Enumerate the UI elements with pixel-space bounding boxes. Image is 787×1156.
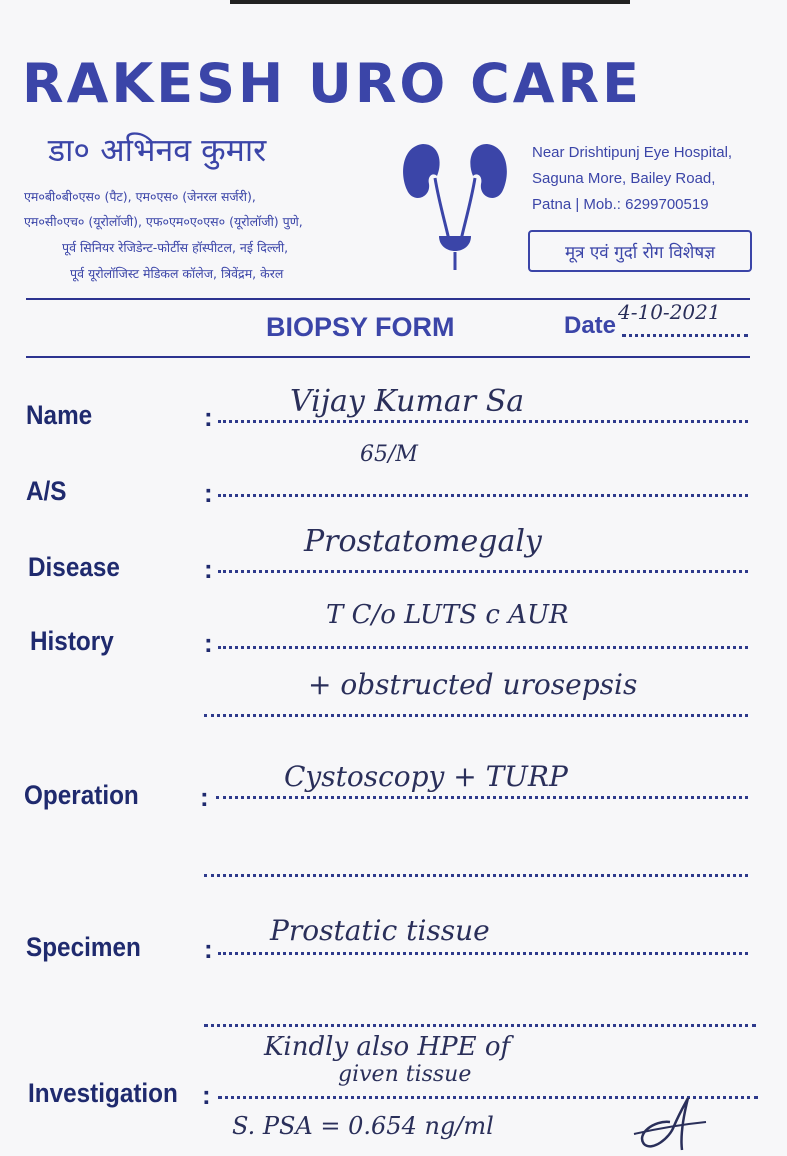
history-label: History [30,626,114,656]
speciality-badge: मूत्र एवं गुर्दा रोग विशेषज्ञ [528,230,752,272]
specimen-label: Specimen [26,932,141,962]
colon: : [204,628,213,658]
operation-line-2 [204,874,748,877]
date-line [622,334,748,337]
qualification-line: एम०बी०बी०एस० (पैट), एम०एस० (जेनरल सर्जरी), [24,189,256,204]
date-label: Date [564,312,617,339]
name-line [218,420,748,423]
operation-line [216,796,748,799]
date-value: 4-10-2021 [618,300,721,324]
address-line: Patna | Mob.: 6299700519 [532,196,709,213]
history-line-2 [204,714,748,717]
form-title: BIOPSY FORM [266,312,455,342]
specimen-value: Prostatic tissue [270,914,490,947]
divider [26,356,750,358]
age-sex-value: 65/M [360,442,418,467]
clinic-address [532,140,732,218]
doctor-name: डा० अभिनव कुमार [48,131,267,169]
specimen-line [218,952,748,955]
history-value: T C/o LUTS c AUR [326,600,569,630]
name-value: Vijay Kumar Sa [290,384,525,419]
address-line: Saguna More, Bailey Road, [532,170,716,187]
disease-label: Disease [28,552,120,582]
history-value-2: + obstructed urosepsis [308,668,638,701]
colon: : [202,1080,211,1110]
age-sex-line [218,494,748,497]
investigation-value-3: S. PSA = 0.654 ng/ml [232,1112,494,1140]
history-line [218,646,748,649]
colon: : [204,402,213,432]
operation-value: Cystoscopy + TURP [284,760,568,793]
investigation-value-2: given tissue [338,1062,472,1087]
disease-value: Prostatomegaly [304,524,542,559]
top-edge [230,0,630,4]
specimen-line-2 [204,1024,756,1027]
operation-label: Operation [24,780,139,810]
name-label: Name [26,400,93,430]
qualification-line: पूर्व सिनियर रेजिडेन्ट-फोर्टीस हॉस्पीटल, नई दिल्ली, [62,240,289,255]
colon: : [204,934,213,964]
kidney-urinary-tract-icon [395,132,515,272]
colon: : [204,478,213,508]
signature [630,1094,710,1152]
clinic-name: RAKESH URO CARE [22,52,643,115]
qualification-line: पूर्व यूरोलॉजिस्ट मेडिकल कॉलेज, त्रिवेंद्रम, केरल [70,266,284,281]
age-sex-label: A/S [26,476,67,506]
address-line: Near Drishtipunj Eye Hospital, [532,144,733,161]
disease-line [218,570,748,573]
qualification-line: एम०सी०एच० (यूरोलॉजी), एफ०एम०ए०एस० (यूरोलॉजी) पुणे, [24,214,303,229]
investigation-value: Kindly also HPE of [264,1032,511,1062]
colon: : [200,782,209,812]
investigation-label: Investigation [28,1078,178,1108]
colon: : [204,554,213,584]
